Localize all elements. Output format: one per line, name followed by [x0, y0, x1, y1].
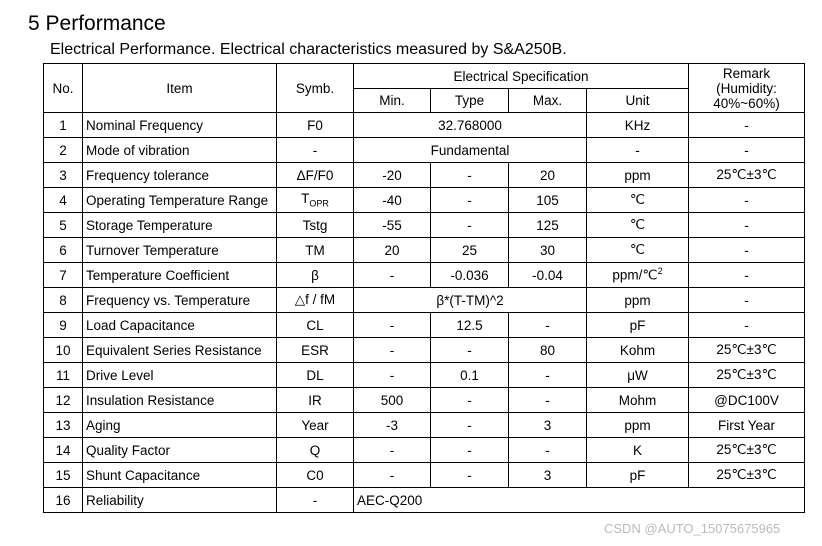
header-type: Type — [431, 89, 509, 113]
table-row — [44, 288, 805, 313]
cell-remark: 25℃±3℃ — [689, 163, 805, 188]
table-row — [44, 263, 805, 288]
cell-remark: - — [689, 313, 805, 338]
cell-symb: DL — [277, 363, 354, 388]
cell-no: 13 — [44, 413, 83, 438]
header-remark-line-3: 40%~60%) — [713, 95, 780, 111]
cell-max: - — [509, 313, 587, 338]
cell-item: Equivalent Series Resistance — [83, 338, 277, 363]
cell-item: Operating Temperature Range — [83, 188, 277, 213]
cell-type: 0.1 — [431, 363, 509, 388]
cell-remark: - — [689, 138, 805, 163]
cell-min: - — [354, 313, 431, 338]
header-unit: Unit — [587, 89, 689, 113]
cell-max: 20 — [509, 163, 587, 188]
cell-remark: 25℃±3℃ — [689, 363, 805, 388]
cell-item: Aging — [83, 413, 277, 438]
cell-max: 3 — [509, 463, 587, 488]
cell-remark: First Year — [689, 413, 805, 438]
section-title: 5 Performance — [28, 12, 166, 35]
header-max: Max. — [509, 89, 587, 113]
cell-unit: ℃ — [587, 188, 689, 213]
cell-remark: - — [689, 288, 805, 313]
cell-max: - — [509, 363, 587, 388]
cell-symb — [277, 188, 354, 213]
cell-unit: ℃ — [587, 213, 689, 238]
cell-min: -40 — [354, 188, 431, 213]
cell-item: Quality Factor — [83, 438, 277, 463]
header-electrical-specification: Electrical Specification — [354, 64, 689, 89]
cell-max: - — [509, 438, 587, 463]
cell-remark: 25℃±3℃ — [689, 438, 805, 463]
header-remark — [689, 64, 805, 113]
cell-unit: ℃ — [587, 238, 689, 263]
cell-no: 14 — [44, 438, 83, 463]
cell-remark: 25℃±3℃ — [689, 338, 805, 363]
table-row — [44, 363, 805, 388]
symb-main: T — [301, 191, 310, 207]
cell-no: 11 — [44, 363, 83, 388]
cell-unit — [587, 263, 689, 288]
performance-table — [43, 63, 805, 513]
cell-reliability-standard: AEC-Q200 — [354, 488, 805, 513]
cell-unit: KHz — [587, 113, 689, 138]
cell-min: - — [354, 338, 431, 363]
cell-no: 5 — [44, 213, 83, 238]
cell-unit: ppm — [587, 163, 689, 188]
cell-remark: 25℃±3℃ — [689, 463, 805, 488]
header-remark-line-1: Remark — [722, 65, 771, 81]
cell-symb: C0 — [277, 463, 354, 488]
cell-item: Mode of vibration — [83, 138, 277, 163]
table-row — [44, 388, 805, 413]
cell-type: - — [431, 388, 509, 413]
table-row — [44, 488, 805, 513]
cell-symb: TM — [277, 238, 354, 263]
table-row — [44, 188, 805, 213]
cell-unit: ppm — [587, 288, 689, 313]
cell-min: - — [354, 463, 431, 488]
cell-no: 4 — [44, 188, 83, 213]
table-row — [44, 213, 805, 238]
cell-min: 500 — [354, 388, 431, 413]
watermark: CSDN @AUTO_15075675965 — [604, 521, 781, 536]
cell-symb: IR — [277, 388, 354, 413]
symb-subscript: OPR — [309, 198, 329, 209]
cell-no: 9 — [44, 313, 83, 338]
cell-no: 3 — [44, 163, 83, 188]
cell-item: Nominal Frequency — [83, 113, 277, 138]
cell-symb: Year — [277, 413, 354, 438]
cell-symb: Q — [277, 438, 354, 463]
cell-spec-merged: β*(T-TM)^2 — [354, 288, 587, 313]
unit-superscript: 2 — [657, 266, 663, 277]
cell-unit: μW — [587, 363, 689, 388]
table-row — [44, 438, 805, 463]
table-row — [44, 313, 805, 338]
cell-unit: pF — [587, 463, 689, 488]
cell-item: Storage Temperature — [83, 213, 277, 238]
cell-max: 125 — [509, 213, 587, 238]
cell-symb: ESR — [277, 338, 354, 363]
cell-remark: - — [689, 213, 805, 238]
header-symb: Symb. — [277, 64, 354, 113]
cell-symb: ΔF/F0 — [277, 163, 354, 188]
cell-min: - — [354, 438, 431, 463]
cell-item: Insulation Resistance — [83, 388, 277, 413]
cell-max: - — [509, 388, 587, 413]
cell-type: - — [431, 413, 509, 438]
cell-symb: Tstg — [277, 213, 354, 238]
header-remark-line-2: (Humidity: — [716, 80, 777, 96]
cell-max: 80 — [509, 338, 587, 363]
cell-max: 3 — [509, 413, 587, 438]
cell-symb: △f / fM — [277, 288, 354, 313]
cell-symb: - — [277, 138, 354, 163]
table-row — [44, 413, 805, 438]
cell-type: - — [431, 163, 509, 188]
cell-min: -20 — [354, 163, 431, 188]
cell-unit: Kohm — [587, 338, 689, 363]
cell-type: 25 — [431, 238, 509, 263]
cell-min: -3 — [354, 413, 431, 438]
header-min: Min. — [354, 89, 431, 113]
cell-type: 12.5 — [431, 313, 509, 338]
cell-item: Frequency tolerance — [83, 163, 277, 188]
section-subtitle: Electrical Performance. Electrical characteristics measured by S&A250B. — [50, 41, 567, 58]
cell-type: - — [431, 213, 509, 238]
unit-main: ppm/℃ — [612, 267, 658, 283]
cell-type: - — [431, 438, 509, 463]
cell-no: 2 — [44, 138, 83, 163]
cell-spec-merged: Fundamental — [354, 138, 587, 163]
cell-unit: pF — [587, 313, 689, 338]
cell-unit: - — [587, 138, 689, 163]
cell-no: 12 — [44, 388, 83, 413]
cell-remark: - — [689, 263, 805, 288]
cell-remark: - — [689, 188, 805, 213]
header-item: Item — [83, 64, 277, 113]
cell-unit: ppm — [587, 413, 689, 438]
cell-no: 7 — [44, 263, 83, 288]
cell-type: - — [431, 188, 509, 213]
cell-no: 8 — [44, 288, 83, 313]
cell-type: -0.036 — [431, 263, 509, 288]
cell-symb: - — [277, 488, 354, 513]
cell-item: Shunt Capacitance — [83, 463, 277, 488]
cell-min: 20 — [354, 238, 431, 263]
cell-min: - — [354, 363, 431, 388]
cell-item: Temperature Coefficient — [83, 263, 277, 288]
cell-max: 30 — [509, 238, 587, 263]
cell-remark: @DC100V — [689, 388, 805, 413]
header-no: No. — [44, 64, 83, 113]
cell-item: Load Capacitance — [83, 313, 277, 338]
table-row — [44, 113, 805, 138]
cell-item: Turnover Temperature — [83, 238, 277, 263]
cell-max: -0.04 — [509, 263, 587, 288]
cell-type: - — [431, 338, 509, 363]
table-row — [44, 138, 805, 163]
cell-no: 15 — [44, 463, 83, 488]
cell-item: Reliability — [83, 488, 277, 513]
cell-item: Drive Level — [83, 363, 277, 388]
cell-no: 16 — [44, 488, 83, 513]
cell-symb: F0 — [277, 113, 354, 138]
cell-unit: K — [587, 438, 689, 463]
cell-min: -55 — [354, 213, 431, 238]
cell-symb: CL — [277, 313, 354, 338]
table-row — [44, 338, 805, 363]
cell-remark: - — [689, 238, 805, 263]
cell-no: 1 — [44, 113, 83, 138]
cell-item: Frequency vs. Temperature — [83, 288, 277, 313]
cell-min: - — [354, 263, 431, 288]
cell-remark: - — [689, 113, 805, 138]
cell-spec-merged: 32.768000 — [354, 113, 587, 138]
cell-type: - — [431, 463, 509, 488]
cell-max: 105 — [509, 188, 587, 213]
cell-symb: β — [277, 263, 354, 288]
table-row — [44, 163, 805, 188]
table-row — [44, 463, 805, 488]
cell-unit: Mohm — [587, 388, 689, 413]
table-row — [44, 238, 805, 263]
cell-no: 10 — [44, 338, 83, 363]
cell-no: 6 — [44, 238, 83, 263]
